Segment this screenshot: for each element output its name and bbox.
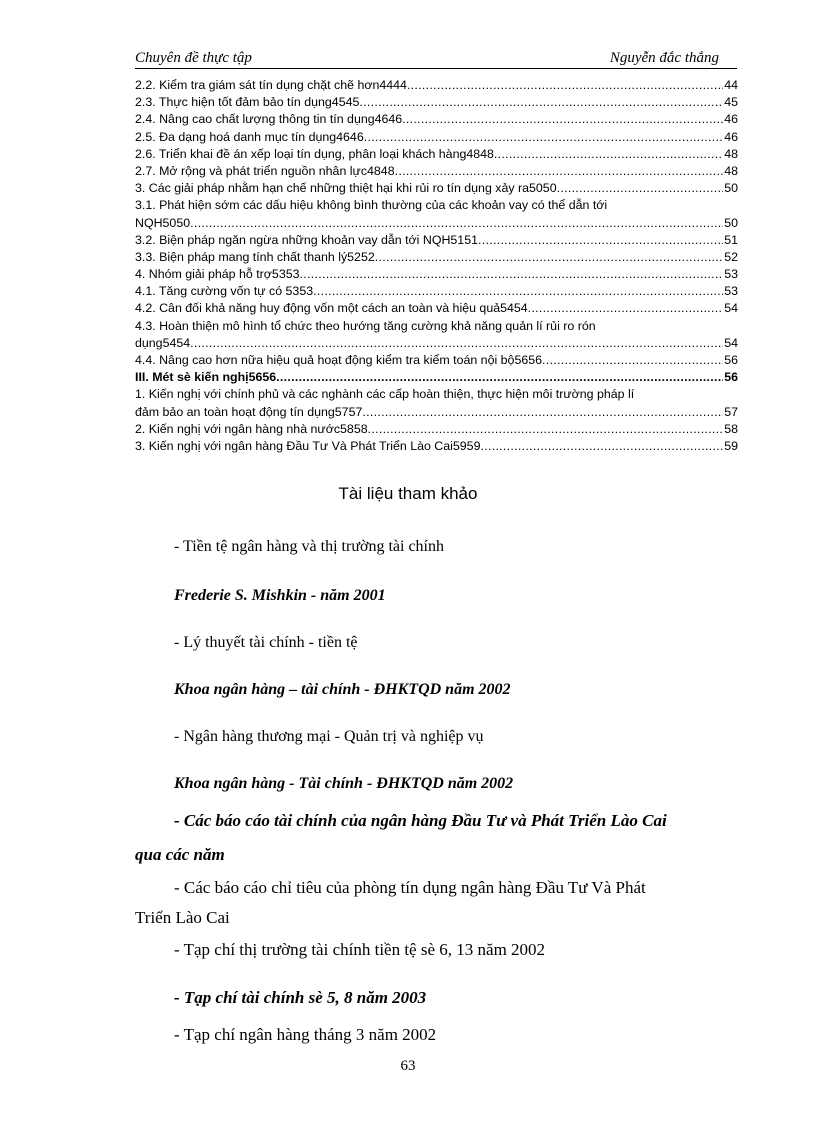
reference-item: - Tiền tệ ngân hàng và thị trường tài chính [174,538,444,555]
reference-item: - Các báo cáo chỉ tiêu của phòng tín dụng ngân hàng Đầu Tư Và Phát [174,878,646,897]
header-right: Nguyễn đắc thắng [609,50,719,66]
toc-entry[interactable]: 2.5. Đa dạng hoá danh mục tín dụng4646 ..... 46 [135,129,738,146]
reference-source: Khoa ngân hàng - Tài chính - ĐHKTQD năm 2002 [174,775,514,792]
reference-item-continued: qua các năm [135,845,225,864]
reference-item: - Tạp chí ngân hàng tháng 3 năm 2002 [174,1025,437,1044]
header-left: Chuyên đề thực tập [135,50,252,66]
table-of-contents [135,77,738,455]
toc-entry[interactable]: 2.6. Triển khai đề án xếp loại tín dụng, phân loại khách hàng4848 ..... 48 [135,146,738,163]
toc-entry-section[interactable]: III. Mét sè kiến nghị5656 ..... 56 [135,369,738,386]
toc-entry[interactable]: 2. Kiến nghị với ngân hàng nhà nước5858 ..... 58 [135,421,738,438]
toc-entry[interactable]: NQH5050 ..... 50 [135,215,738,232]
reference-source: Khoa ngân hàng – tài chính - ĐHKTQD năm 2002 [174,681,511,698]
reference-source: Frederie S. Mishkin - năm 2001 [174,587,386,604]
toc-entry[interactable]: 3.3. Biện pháp mang tính chất thanh lý5252 ..... 52 [135,249,738,266]
toc-entry[interactable]: 4.4. Nâng cao hơn nữa hiệu quả hoạt động kiểm tra kiểm toán nội bộ5656 ..... 56 [135,352,738,369]
page-number: 63 [400,1058,416,1074]
toc-entry[interactable]: 3.2. Biện pháp ngăn ngừa những khoản vay dẫn tới NQH5151 ..... 51 [135,232,738,249]
toc-entry[interactable]: 4.2. Cân đối khả năng huy động vốn một cách an toàn và hiệu quả5454 ..... 54 [135,300,738,317]
toc-entry[interactable]: 3. Các giải pháp nhằm hạn chế những thiệt hại khi rủi ro tín dụng xảy ra5050 ..... 50 [135,180,738,197]
references-title: Tài liệu tham khảo [338,484,478,503]
reference-item: - Lý thuyết tài chính - tiền tệ [174,634,358,651]
reference-item-continued: Triển Lào Cai [135,908,230,927]
toc-entry[interactable]: dụng5454 ..... 54 [135,335,738,352]
toc-entry[interactable]: 3. Kiến nghị với ngân hàng Đầu Tư Và Phát Triển Lào Cai5959 ..... 59 [135,438,738,455]
reference-item: - Tạp chí tài chính sè 5, 8 năm 2003 [174,988,427,1007]
toc-entry-wrapped-line[interactable]: 3.1. Phát hiện sớm các dấu hiệu không bình thường của các khoản vay có thể dẫn tới [135,198,608,213]
toc-entry[interactable]: đảm bảo an toàn hoạt động tín dụng5757 ..... 57 [135,404,738,421]
toc-entry[interactable]: 2.2. Kiểm tra giám sát tín dụng chặt chẽ hơn4444 ..... 44 [135,77,738,94]
reference-item: - Tạp chí thị trường tài chính tiền tệ sè 6, 13 năm 2002 [174,940,546,959]
toc-entry[interactable]: 4.1. Tăng cường vốn tự có 5353 ..... 53 [135,283,738,300]
toc-entry[interactable]: 2.4. Nâng cao chất lượng thông tin tín dụng4646 ..... 46 [135,111,738,128]
toc-entry[interactable]: 2.7. Mở rộng và phát triển nguồn nhân lực4848 ..... 48 [135,163,738,180]
toc-entry-wrapped-line[interactable]: 1. Kiến nghị với chính phủ và các nghành các cấp hoàn thiện, thực hiện môi trường pháp lí [135,387,635,402]
toc-entry[interactable]: 4. Nhóm giải pháp hỗ trợ5353 ..... 53 [135,266,738,283]
reference-item: - Các báo cáo tài chính của ngân hàng Đầu Tư và Phát Triển Lào Cai [174,811,667,830]
reference-item: - Ngân hàng thương mại - Quản trị và nghiệp vụ [174,728,484,745]
toc-entry-wrapped-line[interactable]: 4.3. Hoàn thiện mô hình tổ chức theo hướng tăng cường khả năng quản lí rủi ro rón [135,318,596,333]
page-header [135,48,737,69]
toc-entry[interactable]: 2.3. Thực hiện tốt đảm bảo tín dụng4545 ..... 45 [135,94,738,111]
